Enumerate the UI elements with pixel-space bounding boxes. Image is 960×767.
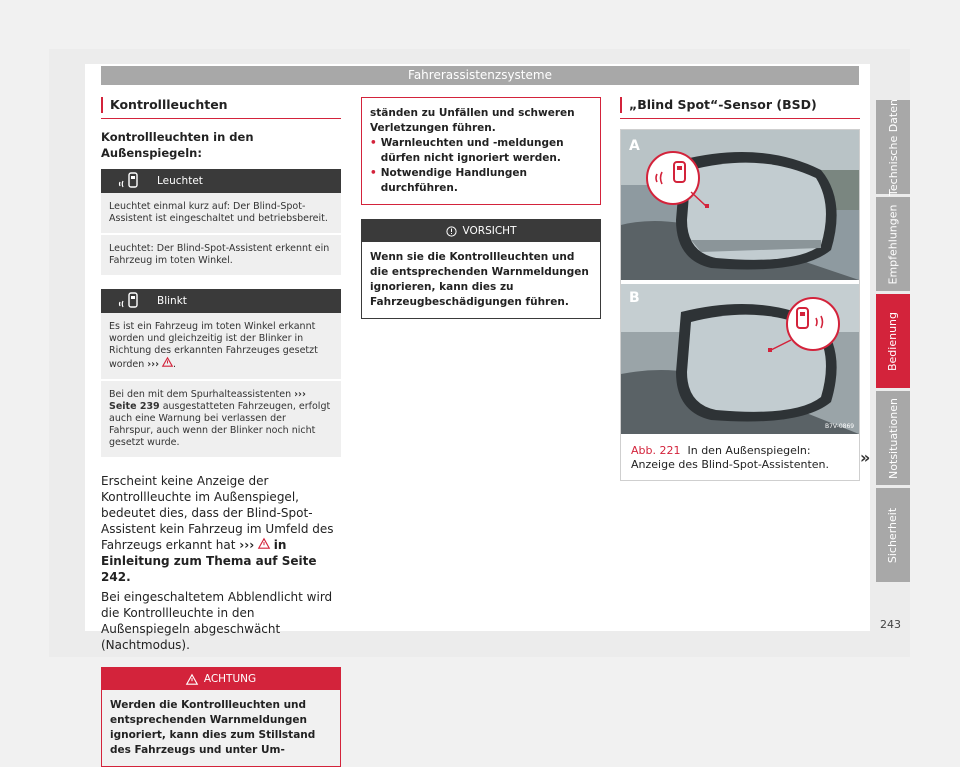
warning-triangle-icon bbox=[258, 538, 270, 549]
table-header-leuchtet: Leuchtet bbox=[101, 169, 341, 193]
list-item: • Warnleuchten und -meldungen dürfen nicht ignoriert werden. bbox=[370, 137, 564, 164]
section-rule bbox=[101, 113, 341, 119]
warning-header: ACHTUNG bbox=[102, 668, 340, 690]
cross-reference[interactable]: ››› bbox=[147, 359, 159, 370]
caution-box bbox=[361, 219, 601, 319]
warning-triangle-icon bbox=[162, 357, 173, 367]
blind-spot-flashing-icon bbox=[101, 292, 157, 310]
section-title-bsd: „Blind Spot“-Sensor (BSD) bbox=[620, 97, 860, 113]
warning-box bbox=[101, 667, 341, 767]
list-item: • Notwendige Handlungen durchführen. bbox=[370, 167, 527, 194]
column-middle bbox=[361, 97, 601, 319]
figure-221 bbox=[620, 129, 860, 481]
tab-empfehlungen[interactable]: Empfehlungen bbox=[876, 197, 910, 291]
panel-b bbox=[621, 284, 859, 434]
caution-text: Wenn sie die Kontrollleuchten und die entsprechenden Warnmeldungen ignorieren, kann dies zu Fahrzeugbeschädigungen führen. bbox=[370, 251, 589, 308]
paragraph: Bei eingeschaltetem Abblendlicht wird die Kontrollleuchte in den Außenspiegeln abgeschwächt (Nachtmodus). bbox=[101, 590, 333, 652]
info-circle-icon bbox=[446, 226, 457, 237]
continue-marker: » bbox=[860, 448, 871, 467]
paragraph: Erscheint keine Anzeige der Kontrollleuchte im Außenspiegel, bedeutet dies, dass der Blind-Spot-Assistent kein Fahrzeug im Umfeld des Fahrzeugs erkannt hat ››› in Einleitung zum Thema auf Seite 242. bbox=[101, 474, 334, 584]
tab-technische-daten[interactable]: Technische Daten bbox=[876, 100, 910, 194]
warning-box-continued: ständen zu Unfällen und schweren Verletzungen führen. • Warnleuchten und -meldungen dürfen nicht ignoriert werden. • Notwendige Handlungen durchführen. bbox=[361, 97, 601, 205]
table-row: Leuchtet: Der Blind-Spot-Assistent erkennt ein Fahrzeug im toten Winkel. bbox=[101, 235, 341, 275]
blind-spot-warning-icon bbox=[101, 172, 157, 190]
cross-reference[interactable]: ››› bbox=[239, 538, 255, 552]
page-reference-link[interactable]: in Einleitung zum Thema auf Seite 242 bbox=[101, 538, 317, 584]
section-title-kontrollleuchten: Kontrollleuchten bbox=[101, 97, 341, 113]
mirror-illustration bbox=[621, 130, 859, 438]
figure-number: Abb. 221 bbox=[631, 444, 681, 457]
table-row: Bei den mit dem Spurhalteassistenten ››› Seite 239 ausgestatteten Fahrzeugen, erfolgt auch eine Warnung bei verlassen der Fahrspur, auch wenn der Blinker noch nicht gesetzt wurde. bbox=[101, 381, 341, 457]
section-rule bbox=[620, 113, 860, 119]
warning-text: Werden die Kontrollleuchten und entsprechenden Warnmeldungen ignoriert, kann dies zum Stillstand des Fahrzeugs und unter Um- bbox=[110, 699, 316, 756]
svg-text:A: A bbox=[629, 138, 640, 154]
svg-text:B: B bbox=[629, 290, 640, 306]
tab-bedienung[interactable]: Bedienung bbox=[876, 294, 910, 388]
page-number: 243 bbox=[880, 618, 901, 631]
column-right bbox=[620, 97, 860, 481]
tab-sicherheit[interactable]: Sicherheit bbox=[876, 488, 910, 582]
chapter-header: Fahrerassistenzsysteme bbox=[101, 66, 859, 85]
warning-triangle-icon bbox=[186, 674, 198, 685]
subheading: Kontrollleuchten in den Außenspiegeln: bbox=[101, 130, 254, 160]
page-reference-link[interactable]: ››› Seite 239 bbox=[109, 389, 306, 412]
tab-notsituationen[interactable]: Notsituationen bbox=[876, 391, 910, 485]
table-row: Leuchtet einmal kurz auf: Der Blind-Spot-Assistent ist eingeschaltet und betriebsbereit. bbox=[101, 193, 341, 233]
svg-text:B7V-0869: B7V-0869 bbox=[825, 423, 855, 430]
panel-a bbox=[621, 130, 859, 280]
caution-header: VORSICHT bbox=[362, 220, 600, 242]
table-row: Es ist ein Fahrzeug im toten Winkel erkannt worden und gleichzeitig ist der Blinker in Richtung des erkannten Fahrzeuges gesetzt worden ››› . bbox=[101, 313, 341, 379]
figure-caption: Abb. 221 In den Außenspiegeln: Anzeige des Blind-Spot-Assistenten. bbox=[621, 438, 859, 480]
table-header-blinkt: Blinkt bbox=[101, 289, 341, 313]
column-left bbox=[101, 97, 341, 767]
